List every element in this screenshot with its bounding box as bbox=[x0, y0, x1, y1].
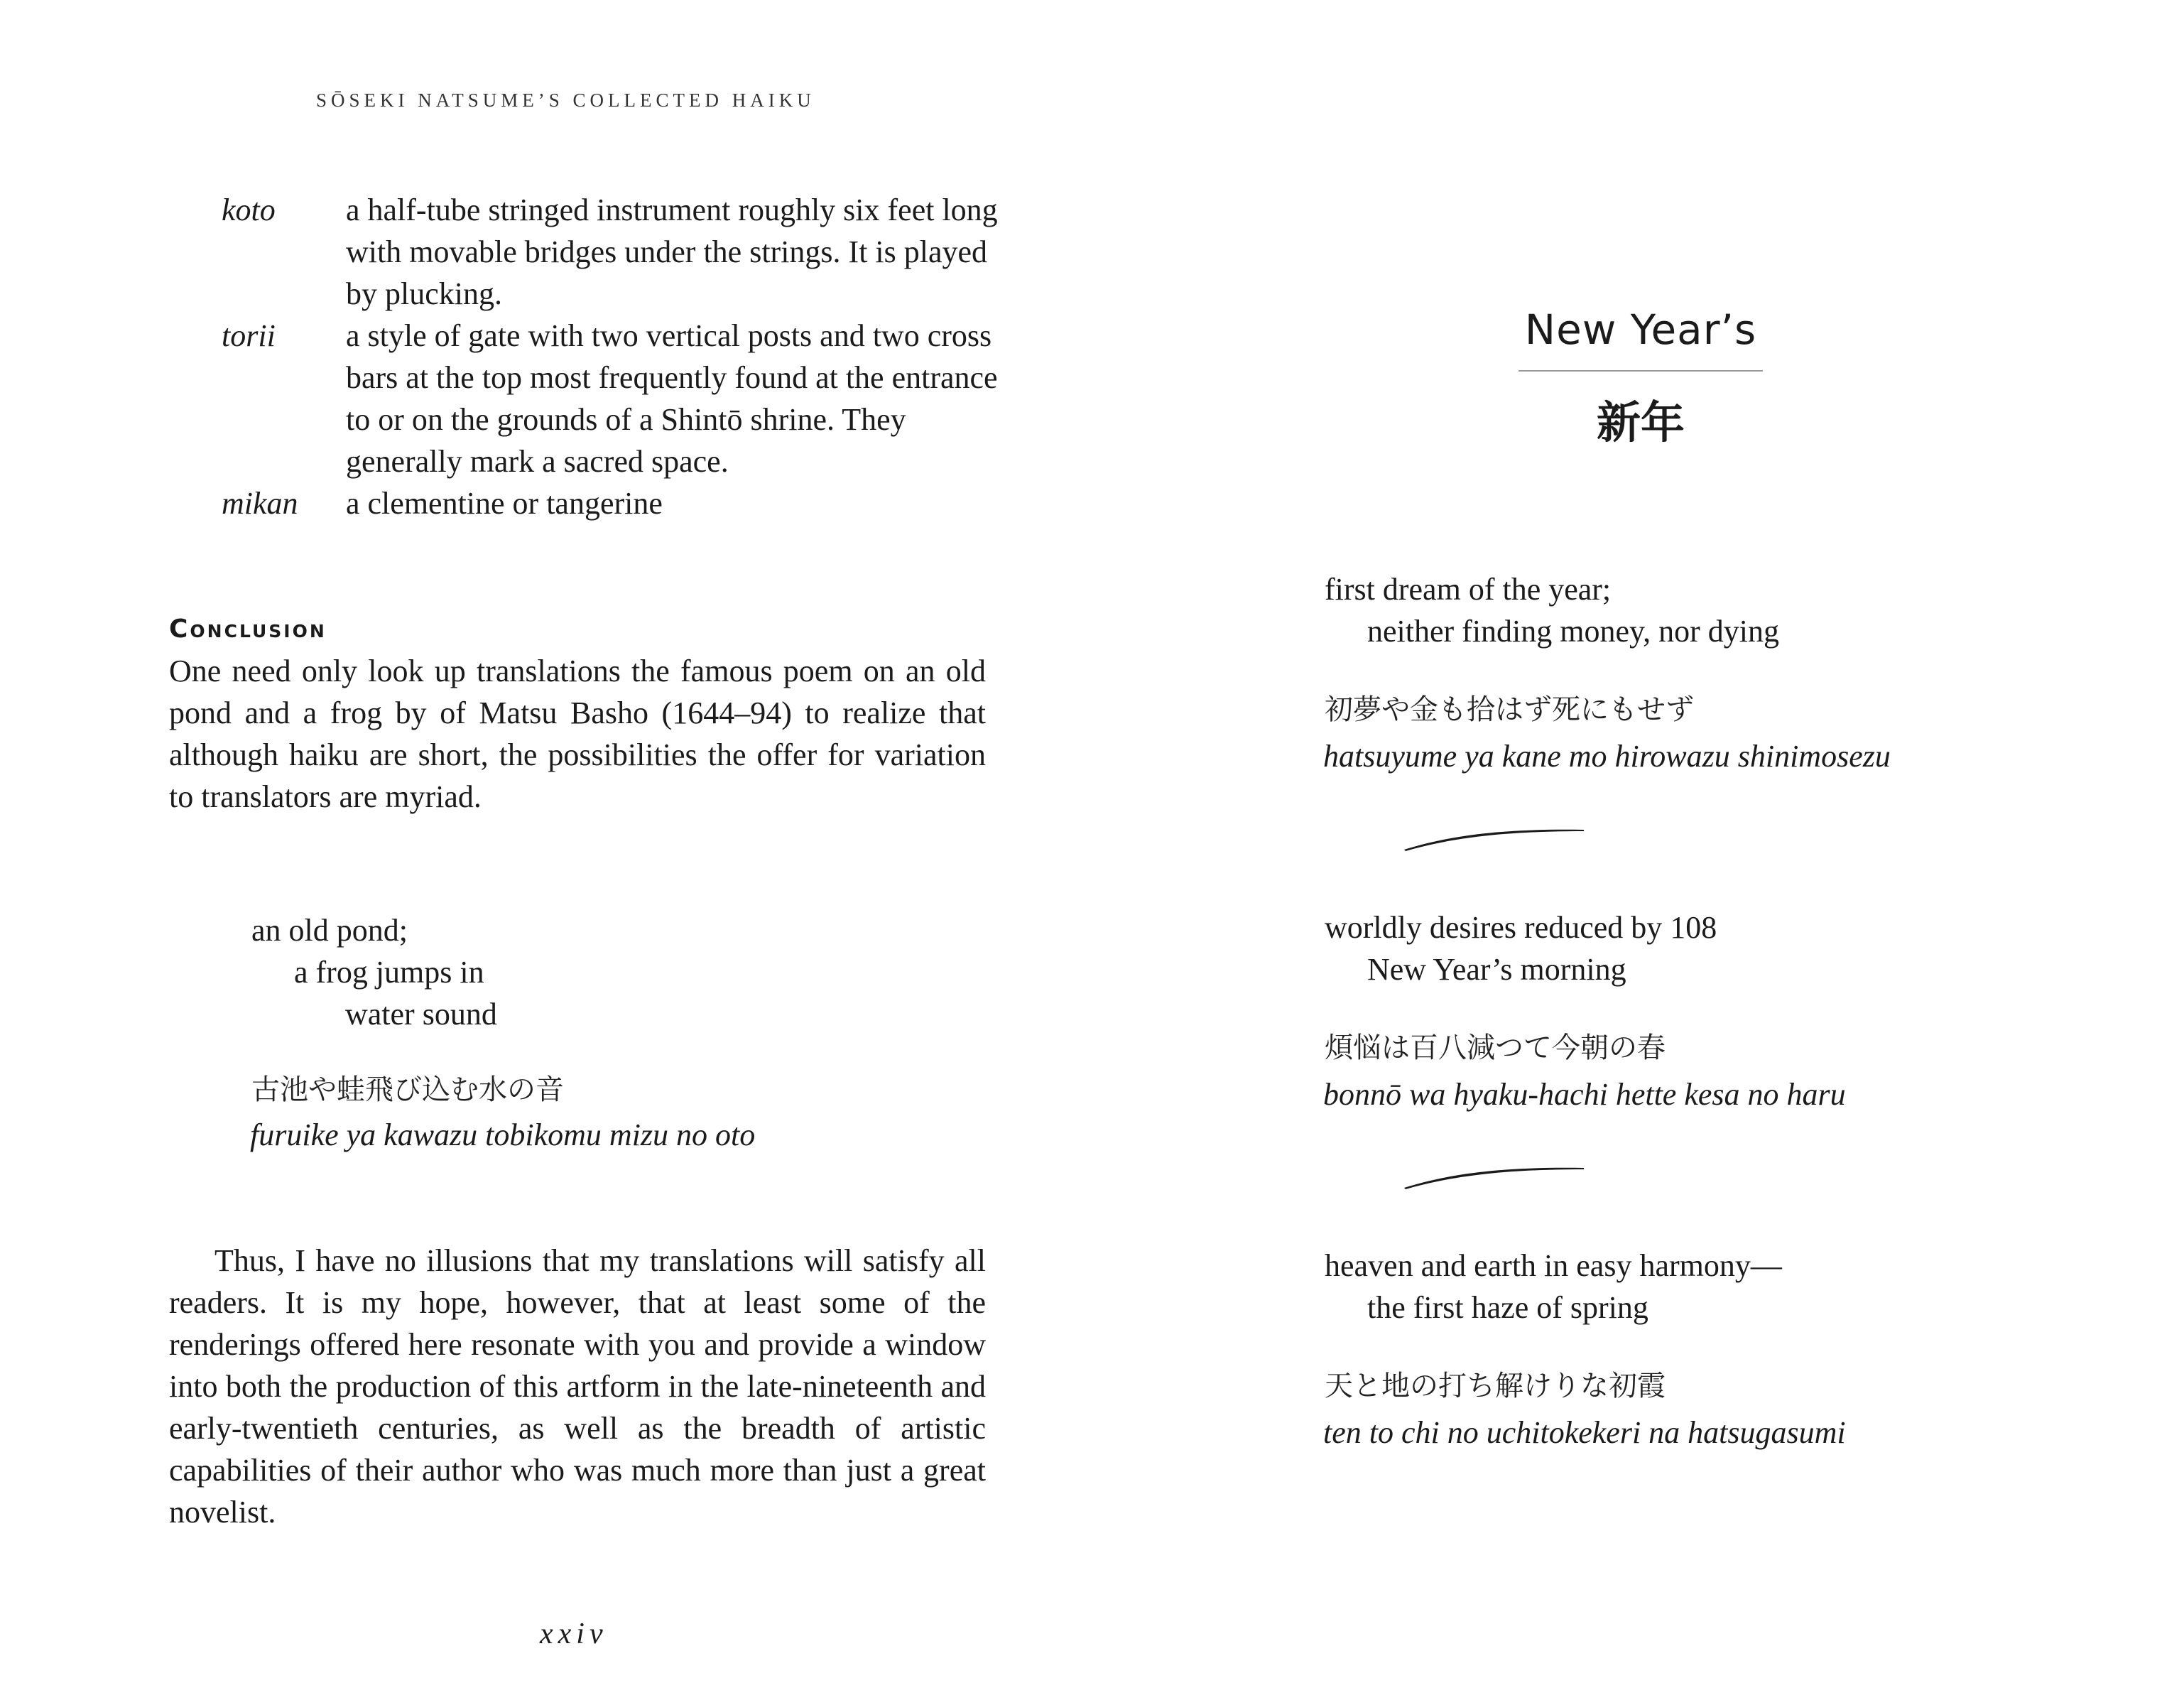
haiku-japanese: 初夢や金も拾はず死にもせず bbox=[1325, 693, 1694, 726]
page-number: xxiv bbox=[540, 1618, 608, 1650]
example-poem-line-2: a frog jumps in bbox=[294, 955, 484, 990]
haiku-japanese: 煩悩は百八減つて今朝の春 bbox=[1325, 1032, 1666, 1064]
glossary-definition: a half-tube stringed instrument roughly six feet long with movable bridges under the strings. It is played by plucking. bbox=[346, 193, 998, 311]
glossary-term: koto bbox=[222, 193, 276, 227]
haiku-line-1: first dream of the year; bbox=[1325, 572, 1612, 607]
haiku-line-2: New Year’s morning bbox=[1367, 952, 1626, 987]
glossary-definition: a style of gate with two vertical posts and two cross bars at the top most frequently found at the entrance to or on the grounds of a Shintō shrine. They generally mark a sacred space. bbox=[346, 318, 998, 479]
running-head: SŌSEKI NATSUME’S COLLECTED HAIKU bbox=[316, 90, 815, 111]
section-title: New Year’s bbox=[1524, 305, 1757, 354]
example-poem-line-3: water sound bbox=[345, 997, 497, 1032]
haiku-line-2: the first haze of spring bbox=[1367, 1290, 1648, 1325]
haiku-line-1: heaven and earth in easy harmony— bbox=[1325, 1248, 1782, 1283]
haiku-romaji: bonnō wa hyaku-hachi hette kesa no haru bbox=[1323, 1077, 1846, 1112]
conclusion-heading: Conclusion bbox=[169, 615, 327, 644]
section-kanji: 新年 bbox=[1596, 396, 1685, 448]
haiku-line-2: neither finding money, nor dying bbox=[1367, 614, 1780, 649]
glossary-term: mikan bbox=[222, 486, 298, 521]
example-poem-japanese: 古池や蛙飛び込む水の音 bbox=[251, 1073, 564, 1106]
haiku-romaji: hatsuyume ya kane mo hirowazu shinimosezu bbox=[1323, 739, 1891, 774]
glossary-definition: a clementine or tangerine bbox=[346, 486, 663, 521]
brush-stroke-divider bbox=[1403, 824, 1587, 852]
title-divider bbox=[1519, 370, 1763, 372]
example-poem-romaji: furuike ya kawazu tobikomu mizu no oto bbox=[250, 1117, 756, 1152]
haiku-romaji: ten to chi no uchitokekeri na hatsugasumi bbox=[1323, 1415, 1846, 1450]
haiku-line-1: worldly desires reduced by 108 bbox=[1325, 910, 1717, 945]
closing-paragraph: Thus, I have no illusions that my translations will satisfy all readers. It is my hope, however, that at least some of the renderings offered here resonate with you and provide a window into both the production of this artform in the late-nineteenth and early-twentieth centuries, as well as the breadth of artistic capabilities of their author who was much more than just a great novelist. bbox=[169, 1243, 986, 1530]
example-poem-line-1: an old pond; bbox=[251, 913, 408, 948]
brush-stroke-divider bbox=[1403, 1162, 1587, 1191]
conclusion-paragraph: One need only look up translations the famous poem on an old pond and a frog by of Matsu Basho (1644–94) to realize that although haiku are short, the possibilities the offer for variation to translators are myriad. bbox=[169, 654, 986, 814]
glossary-term: torii bbox=[222, 318, 276, 353]
haiku-japanese: 天と地の打ち解けりな初霞 bbox=[1325, 1370, 1666, 1402]
